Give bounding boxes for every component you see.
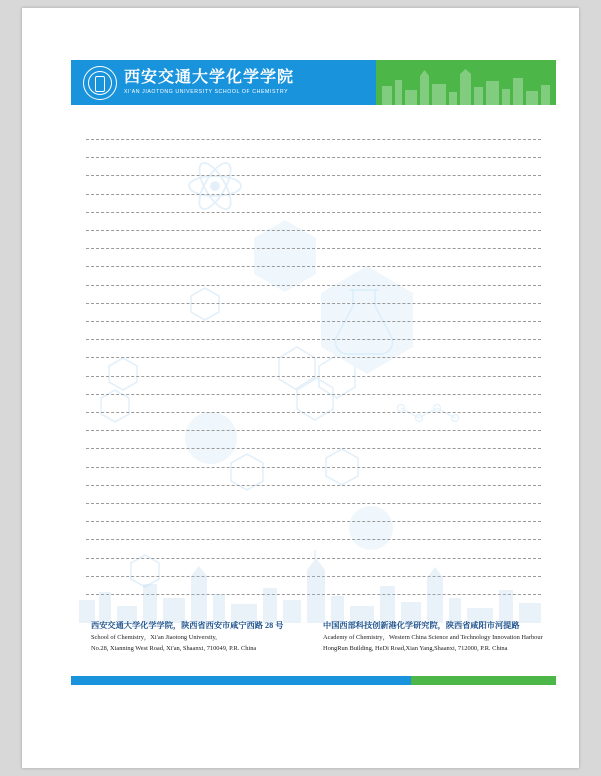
ruled-line xyxy=(86,485,541,486)
footer-addresses xyxy=(71,620,556,665)
ruled-line xyxy=(86,357,541,358)
ruled-line xyxy=(86,467,541,468)
ruled-line xyxy=(86,321,541,322)
header-skyline-icon xyxy=(376,68,556,105)
ruled-line xyxy=(86,303,541,304)
logo-en-name: XI'AN JIAOTONG UNIVERSITY SCHOOL OF CHEMISTRY xyxy=(124,89,289,95)
ruled-line xyxy=(86,394,541,395)
ruled-line xyxy=(86,157,541,158)
footer-left-line-1: School of Chemistry，Xi'an Jiaotong University, xyxy=(91,634,217,641)
footer-accent-bar xyxy=(71,676,556,685)
ruled-line xyxy=(86,194,541,195)
ruled-line xyxy=(86,412,541,413)
footer-left-block xyxy=(91,620,316,654)
university-logo xyxy=(83,66,294,100)
ruled-line xyxy=(86,376,541,377)
ruled-line xyxy=(86,521,541,522)
ruled-line xyxy=(86,266,541,267)
header-banner xyxy=(71,60,556,105)
ruled-line xyxy=(86,230,541,231)
footer-left-line-2: No.28, Xianning West Road, Xi'an, Shaanxi, 710049, P.R. China xyxy=(91,645,257,652)
ruled-line xyxy=(86,539,541,540)
footer-left-title: 西安交通大学化学学院，陕西省西安市咸宁西路 28 号 xyxy=(91,621,284,630)
footer-right-line-2: HongRun Building, HeDi Road,Xian Yang,Shaanxi, 712000, P.R. China xyxy=(323,645,508,652)
ruled-line xyxy=(86,139,541,140)
footer-bar-blue xyxy=(71,676,421,685)
ruled-line xyxy=(86,212,541,213)
ruled-line xyxy=(86,339,541,340)
ruled-line xyxy=(86,430,541,431)
ruled-line xyxy=(86,285,541,286)
footer-right-title: 中国西部科技创新港化学研究院，陕西省咸阳市河提路 xyxy=(323,621,520,630)
ruled-line xyxy=(86,448,541,449)
ruled-line xyxy=(86,175,541,176)
logo-cn-name: 西安交通大学化学学院 xyxy=(124,69,295,86)
footer-right-block xyxy=(323,620,556,654)
letterhead-page xyxy=(22,8,579,768)
university-seal-icon xyxy=(83,66,117,100)
ruled-lines xyxy=(86,139,541,609)
footer-right-line-1: Academy of Chemistry，Western China Science and Technology Innovation Harbour xyxy=(323,634,543,641)
city-silhouette-icon xyxy=(71,548,556,623)
footer-bar-green xyxy=(411,676,556,685)
ruled-line xyxy=(86,503,541,504)
ruled-line xyxy=(86,248,541,249)
